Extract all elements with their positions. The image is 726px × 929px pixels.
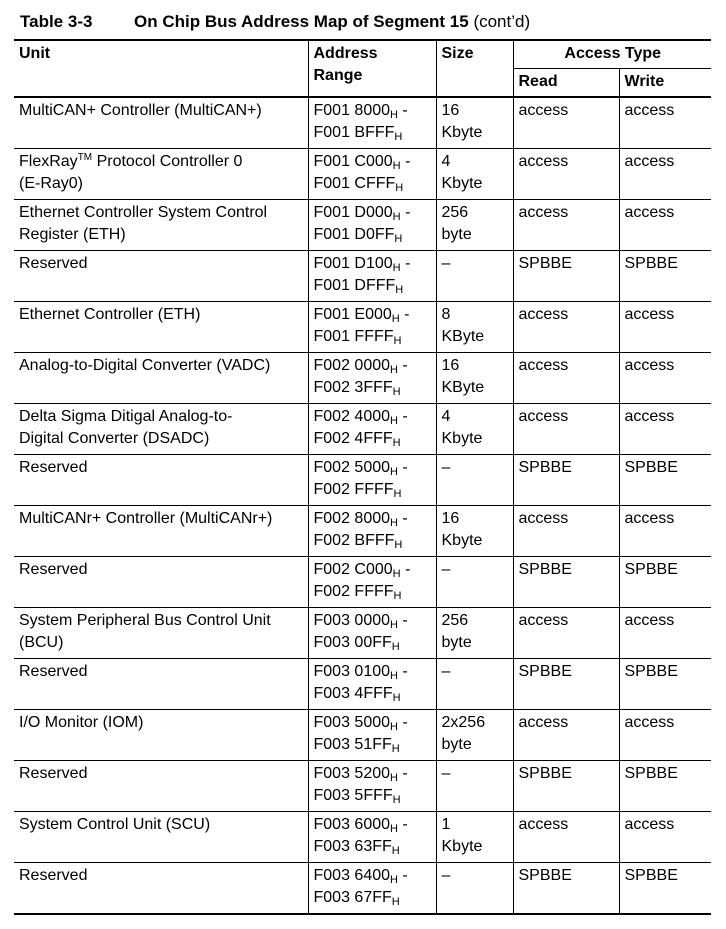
address-end: F002 $FFFF_H$	[313, 583, 402, 602]
size-value: 16	[441, 510, 460, 527]
table-number: Table 3-3	[20, 12, 93, 31]
cell-write: SPBBE	[619, 761, 711, 812]
table-row	[14, 97, 711, 149]
cell-read: access	[513, 812, 619, 863]
address-end: F003 $63FF_H$	[313, 838, 400, 857]
address-start: F001 $E000_H$ -	[313, 306, 410, 325]
header-address-line1: Address	[313, 45, 378, 62]
cell-size	[436, 200, 513, 251]
cell-size	[436, 812, 513, 863]
address-end: F003 $00FF_H$	[313, 634, 400, 653]
cell-read: access	[513, 710, 619, 761]
unit-line1: Reserved	[19, 459, 88, 476]
address-end: F002 $4FFF_H$	[313, 430, 401, 449]
cell-read: SPBBE	[513, 863, 619, 915]
size-unit: Kbyte	[441, 532, 483, 549]
cell-size	[436, 302, 513, 353]
cell-read: access	[513, 149, 619, 200]
cell-write: access	[619, 302, 711, 353]
hex-suffix: H	[393, 590, 402, 602]
size-value: –	[441, 867, 451, 884]
hex-suffix: H	[391, 743, 400, 755]
table-continued-note: (cont’d)	[473, 12, 531, 31]
header-size: Size	[436, 40, 513, 97]
cell-size	[436, 710, 513, 761]
size-unit: byte	[441, 226, 472, 243]
cell-read: SPBBE	[513, 251, 619, 302]
size-value: –	[441, 255, 451, 272]
size-value: 16	[441, 102, 460, 119]
unit-line1: Reserved	[19, 867, 88, 884]
size-value: –	[441, 459, 451, 476]
cell-unit	[14, 353, 308, 404]
cell-unit	[14, 404, 308, 455]
cell-unit	[14, 863, 308, 915]
cell-address-range	[308, 812, 436, 863]
cell-size	[436, 455, 513, 506]
cell-address-range	[308, 659, 436, 710]
address-start: F003 $0100_H$ -	[313, 663, 408, 682]
cell-write: access	[619, 404, 711, 455]
unit-line1: MultiCAN+ Controller (MultiCAN+)	[19, 102, 262, 119]
cell-unit	[14, 455, 308, 506]
address-end: F002 $FFFF_H$	[313, 481, 402, 500]
hex-suffix: H	[392, 211, 401, 223]
cell-read: SPBBE	[513, 761, 619, 812]
address-start: F002 $4000_H$ -	[313, 408, 408, 427]
cell-size	[436, 608, 513, 659]
unit-line1: Reserved	[19, 561, 88, 578]
hex-suffix: H	[391, 641, 400, 653]
header-address-range	[308, 40, 436, 97]
size-value: 256	[441, 204, 469, 221]
size-value: –	[441, 765, 451, 782]
address-end: F001 $DFFF_H$	[313, 277, 404, 296]
hex-suffix: H	[392, 568, 401, 580]
hex-suffix: H	[395, 182, 404, 194]
hex-suffix: H	[392, 437, 401, 449]
table-row	[14, 149, 711, 200]
cell-read: access	[513, 608, 619, 659]
table-row	[14, 302, 711, 353]
hex-suffix: H	[392, 160, 401, 172]
cell-address-range	[308, 302, 436, 353]
address-start: F002 $8000_H$ -	[313, 510, 408, 529]
hex-suffix: H	[390, 823, 398, 835]
cell-read: access	[513, 302, 619, 353]
cell-address-range	[308, 710, 436, 761]
table-row	[14, 557, 711, 608]
address-start: F003 $6000_H$ -	[313, 816, 408, 835]
cell-address-range	[308, 251, 436, 302]
cell-unit	[14, 710, 308, 761]
cell-write: access	[619, 200, 711, 251]
address-start: F002 $5000_H$ -	[313, 459, 408, 478]
cell-read: SPBBE	[513, 455, 619, 506]
table-row	[14, 200, 711, 251]
header-write: Write	[619, 69, 711, 98]
unit-line1: Reserved	[19, 255, 88, 272]
hex-suffix: H	[392, 794, 401, 806]
cell-read: SPBBE	[513, 659, 619, 710]
table-row	[14, 659, 711, 710]
hex-suffix: H	[392, 262, 401, 274]
table-caption	[20, 12, 530, 32]
cell-size	[436, 353, 513, 404]
cell-size	[436, 557, 513, 608]
cell-write: access	[619, 812, 711, 863]
hex-suffix: H	[395, 284, 404, 296]
cell-write: access	[619, 608, 711, 659]
cell-write: SPBBE	[619, 251, 711, 302]
cell-size	[436, 761, 513, 812]
cell-unit	[14, 251, 308, 302]
table-row	[14, 455, 711, 506]
unit-line1: Reserved	[19, 663, 88, 680]
unit-line1: MultiCANr+ Controller (MultiCANr+)	[19, 510, 273, 527]
cell-size	[436, 506, 513, 557]
address-start: F001 $D000_H$ -	[313, 204, 411, 223]
size-unit: Kbyte	[441, 838, 483, 855]
header-address-line2: Range	[313, 67, 363, 84]
table-row	[14, 710, 711, 761]
cell-address-range	[308, 455, 436, 506]
table-row	[14, 863, 711, 915]
hex-suffix: H	[393, 335, 402, 347]
cell-unit	[14, 812, 308, 863]
address-start: F002 $C000_H$ -	[313, 561, 411, 580]
address-end: F001 $CFFF_H$	[313, 175, 404, 194]
size-value: 4	[441, 408, 451, 425]
size-unit: KByte	[441, 328, 485, 345]
table-row	[14, 608, 711, 659]
header-access-type: Access Type	[513, 40, 711, 69]
address-map-table	[14, 39, 711, 915]
size-unit: Kbyte	[441, 430, 483, 447]
cell-size	[436, 149, 513, 200]
address-end: F001 $FFFF_H$	[313, 328, 402, 347]
address-end: F003 $67FF_H$	[313, 889, 400, 908]
cell-unit	[14, 608, 308, 659]
unit-line2: Digital Converter (DSADC)	[19, 430, 210, 447]
cell-read: SPBBE	[513, 557, 619, 608]
address-start: F002 $0000_H$ -	[313, 357, 408, 376]
size-value: 1	[441, 816, 451, 833]
cell-write: SPBBE	[619, 659, 711, 710]
hex-suffix: H	[390, 517, 398, 529]
cell-address-range	[308, 404, 436, 455]
address-end: F002 $3FFF_H$	[313, 379, 401, 398]
size-value: –	[441, 561, 451, 578]
cell-read: access	[513, 97, 619, 149]
unit-line1: Reserved	[19, 765, 88, 782]
table-row	[14, 353, 711, 404]
cell-write: SPBBE	[619, 863, 711, 915]
cell-unit	[14, 761, 308, 812]
hex-suffix: H	[394, 233, 403, 245]
unit-line2: (BCU)	[19, 634, 64, 651]
table-row	[14, 812, 711, 863]
unit-line1: Delta Sigma Ditigal Analog-to-	[19, 408, 233, 425]
size-value: 256	[441, 612, 469, 629]
size-unit: Kbyte	[441, 175, 483, 192]
size-value: –	[441, 663, 451, 680]
hex-suffix: H	[390, 772, 398, 784]
hex-suffix: H	[391, 896, 400, 908]
cell-read: access	[513, 506, 619, 557]
size-value: 8	[441, 306, 451, 323]
address-start: F003 $5000_H$ -	[313, 714, 408, 733]
size-unit: byte	[441, 736, 472, 753]
unit-line1: Ethernet Controller (ETH)	[19, 306, 201, 323]
cell-unit	[14, 506, 308, 557]
cell-unit	[14, 149, 308, 200]
cell-unit	[14, 200, 308, 251]
cell-unit	[14, 302, 308, 353]
hex-suffix: H	[390, 415, 398, 427]
hex-suffix: H	[394, 131, 403, 143]
table-row	[14, 506, 711, 557]
cell-write: access	[619, 506, 711, 557]
cell-address-range	[308, 200, 436, 251]
cell-address-range	[308, 97, 436, 149]
address-end: F003 $5FFF_H$	[313, 787, 401, 806]
address-end: F003 $51FF_H$	[313, 736, 400, 755]
header-unit: Unit	[14, 40, 308, 97]
size-value: 16	[441, 357, 460, 374]
size-unit: Kbyte	[441, 124, 483, 141]
size-value: 2x256	[441, 714, 486, 731]
cell-size	[436, 404, 513, 455]
table-row	[14, 251, 711, 302]
hex-suffix: H	[390, 109, 398, 121]
hex-suffix: H	[394, 539, 403, 551]
cell-write: access	[619, 149, 711, 200]
cell-address-range	[308, 557, 436, 608]
cell-size	[436, 251, 513, 302]
hex-suffix: H	[390, 721, 398, 733]
cell-unit	[14, 97, 308, 149]
hex-suffix: H	[390, 670, 398, 682]
cell-size	[436, 863, 513, 915]
cell-size	[436, 659, 513, 710]
address-end: F001 $D0FF_H$	[313, 226, 403, 245]
hex-suffix: H	[393, 488, 402, 500]
hex-suffix: H	[391, 845, 400, 857]
address-start: F001 $D100_H$ -	[313, 255, 411, 274]
address-start: F003 $5200_H$ -	[313, 765, 408, 784]
hex-suffix: H	[390, 874, 398, 886]
size-value: 4	[441, 153, 451, 170]
unit-line1: System Peripheral Bus Control Unit	[19, 612, 271, 629]
unit-line1: Analog-to-Digital Converter (VADC)	[19, 357, 271, 374]
address-start: F001 $8000_H$ -	[313, 102, 408, 121]
cell-unit	[14, 659, 308, 710]
trademark-mark: TM	[77, 152, 93, 163]
unit-line2: (E-Ray0)	[19, 175, 84, 192]
hex-suffix: H	[390, 364, 398, 376]
cell-read: access	[513, 404, 619, 455]
hex-suffix: H	[390, 619, 398, 631]
cell-read: access	[513, 353, 619, 404]
table-row	[14, 404, 711, 455]
size-unit: byte	[441, 634, 472, 651]
hex-suffix: H	[391, 313, 400, 325]
unit-line1: FlexRay™ Protocol Controller 0	[19, 152, 243, 170]
address-end: F002 $BFFF_H$	[313, 532, 403, 551]
cell-read: access	[513, 200, 619, 251]
address-start: F003 $0000_H$ -	[313, 612, 408, 631]
hex-suffix: H	[390, 466, 398, 478]
unit-line1: I/O Monitor (IOM)	[19, 714, 144, 731]
unit-line1: System Control Unit (SCU)	[19, 816, 211, 833]
address-end: F003 $4FFF_H$	[313, 685, 401, 704]
cell-unit	[14, 557, 308, 608]
table-title: On Chip Bus Address Map of Segment 15	[134, 12, 469, 31]
cell-size	[436, 97, 513, 149]
cell-address-range	[308, 353, 436, 404]
size-unit: KByte	[441, 379, 485, 396]
address-start: F001 $C000_H$ -	[313, 153, 411, 172]
cell-write: access	[619, 710, 711, 761]
hex-suffix: H	[392, 692, 401, 704]
unit-line2: Register (ETH)	[19, 226, 126, 243]
table-row	[14, 761, 711, 812]
cell-write: SPBBE	[619, 557, 711, 608]
cell-write: SPBBE	[619, 455, 711, 506]
cell-address-range	[308, 761, 436, 812]
address-end: F001 $BFFF_H$	[313, 124, 403, 143]
cell-write: access	[619, 97, 711, 149]
address-start: F003 $6400_H$ -	[313, 867, 408, 886]
cell-address-range	[308, 608, 436, 659]
unit-line1: Ethernet Controller System Control	[19, 204, 268, 221]
hex-suffix: H	[392, 386, 401, 398]
cell-address-range	[308, 149, 436, 200]
cell-address-range	[308, 863, 436, 915]
cell-write: access	[619, 353, 711, 404]
cell-address-range	[308, 506, 436, 557]
header-read: Read	[513, 69, 619, 98]
